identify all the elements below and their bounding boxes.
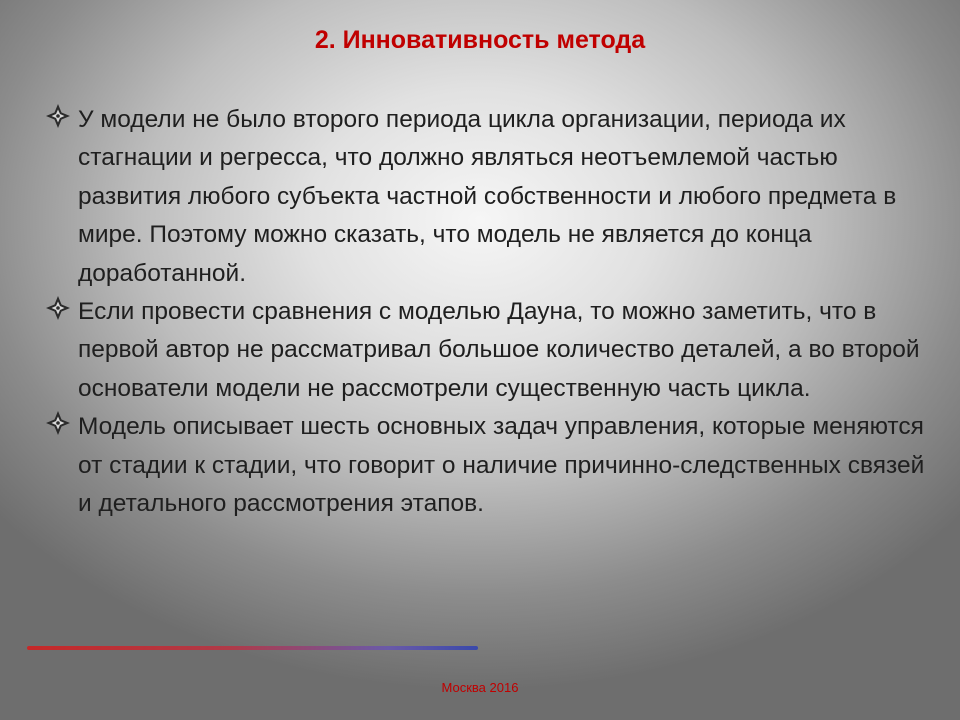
bullet-item xyxy=(45,293,925,408)
bullet-text: Если провести сравнения с моделью Дауна, то можно заметить, что в первой автор не рассматривал большое количество деталей, а во второй основатели модели не рассмотрели существенную часть цикла. xyxy=(78,298,920,402)
footer-location-year: Москва 2016 xyxy=(441,680,519,695)
footer-divider xyxy=(27,646,478,650)
bullet-text: Модель описывает шесть основных задач управления, которые меняются от стадии к стадии, что говорит о наличие причинно-следственных связей и детального рассмотрения этапов. xyxy=(78,413,925,518)
diamond-bullet-icon xyxy=(45,410,71,436)
bullet-item xyxy=(45,408,925,523)
bullet-text: У модели не было второго периода цикла организации, периода их стагнации и регресса, что должно являться неотъемлемой частью развития любого субъекта частной собственности и любого предмета в мире. Поэтому можно сказать, что модель не является до конца доработанной. xyxy=(78,106,897,287)
diamond-bullet-icon xyxy=(45,295,71,321)
bullet-list xyxy=(45,101,925,523)
slide-title: 2. Инновативность метода xyxy=(314,26,646,54)
diamond-bullet-icon xyxy=(45,103,71,129)
bullet-item xyxy=(45,101,925,293)
